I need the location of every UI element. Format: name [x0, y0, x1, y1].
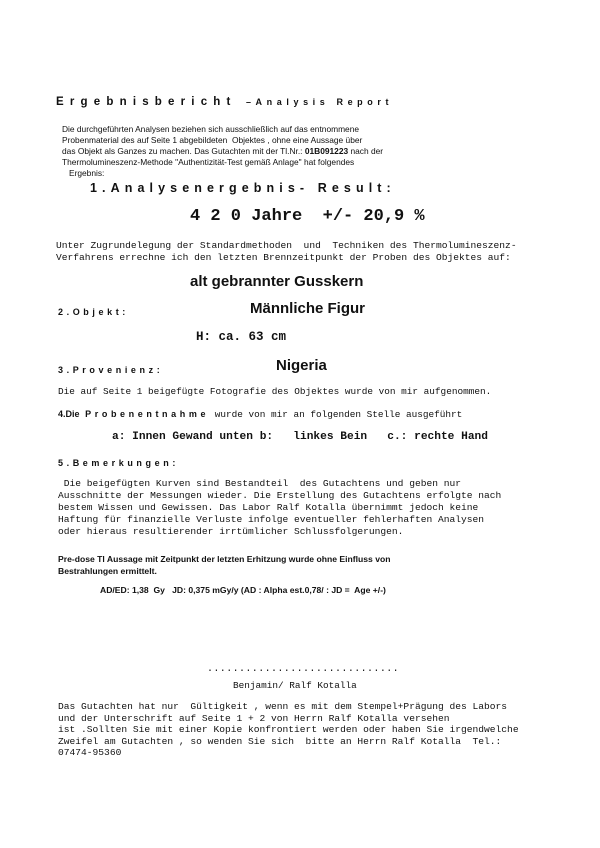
intro-number: 01B091223 — [304, 146, 349, 156]
age-result: 4 2 0 Jahre +/- 20,9 % — [190, 207, 425, 226]
intro-line-3: das Objekt als Ganzes zu machen. Das Gutachten mit der Tl.Nr.: — [62, 146, 303, 156]
object-value: Männliche Figur — [250, 300, 366, 317]
provenance-value: Nigeria — [276, 357, 327, 374]
intro-paragraph — [62, 124, 383, 179]
intro-line-2: Probenmaterial des auf Seite 1 abgebildeten Objektes , ohne eine Aussage über — [62, 135, 363, 145]
dose-line: AD/ED: 1,38 Gy JD: 0,375 mGy/y (AD : Alpha est.0,78/ : JD = Age +/-) — [100, 585, 386, 595]
object-label: 2.Objekt: — [58, 307, 129, 317]
intro-line-4: Thermolumineszenz-Methode "Authentizität-Test gemäß Anlage" hat folgendes — [62, 157, 355, 167]
report-title-sub: –Analysis Report — [245, 97, 394, 107]
intro-line-5: Ergebnis: — [62, 168, 105, 178]
intro-line-1: Die durchgeführten Analysen beziehen sich ausschließlich auf das entnommene — [62, 124, 360, 134]
validity-text: Das Gutachten hat nur Gültigkeit , wenn es mit dem Stempel+Prägung des Labors und der Unterschrift auf Seite 1 + 2 von Herrn Ralf Kotalla versehen ist .Sollten Sie mit einer Kopie konfrontiert werden oder haben Sie irgendwelche Zweifel am Gutachten , so wenden Sie sich bitte an Herrn Ralf Kotalla Tel.: 07474-95360 — [58, 701, 519, 758]
sampling-number: 4.Die — [58, 409, 80, 419]
core-result: alt gebrannter Gusskern — [190, 273, 364, 290]
photo-note: Die auf Seite 1 beigefügte Fotografie des Objektes wurde von mir aufgenommen. — [58, 386, 492, 397]
sampling-points: a: Innen Gewand unten b: linkes Bein c.: rechte Hand — [112, 431, 488, 443]
predose-text: Pre-dose Tl Aussage mit Zeitpunkt der letzten Erhitzung wurde ohne Einfluss von Bestrahlungen ermittelt. — [58, 554, 391, 576]
sampling-text: wurde von mir an folgenden Stelle ausgeführt — [214, 409, 463, 420]
result-heading: 1.Analysenergebnis- Result: — [90, 181, 396, 195]
report-title — [56, 96, 393, 108]
notes-label: 5.Bemerkungen: — [58, 458, 179, 468]
provenance-label: 3.Provenienz: — [58, 365, 164, 375]
signature-line: .............................. — [207, 664, 400, 675]
report-title-main: Ergebnisbericht — [56, 96, 246, 108]
signer-name: Benjamin/ Ralf Kotalla — [233, 680, 357, 691]
sampling-word: Probenentnahme — [85, 409, 210, 419]
sampling-line — [58, 409, 462, 420]
method-text: Unter Zugrundelegung der Standardmethoden und Techniken des Thermolumineszenz- Verfahrens errechne ich den letzten Brennzeitpunkt der Proben des Objektes auf: — [56, 240, 517, 263]
notes-text: Die beigefügten Kurven sind Bestandteil des Gutachtens und geben nur Ausschnitte der Messungen wieder. Die Erstellung des Gutachtens erfolgte nach bestem Wissen und Gewissen. Das Labor Ralf Kotalla übernimmt jedoch keine Haftung für finanzielle Verluste infolge eventueller fehlerhaften Analysen oder hieraus resultierender irrtümlicher Schlussfolgerungen. — [58, 478, 502, 537]
object-height: H: ca. 63 cm — [196, 330, 287, 344]
intro-after-number: nach der — [350, 146, 384, 156]
